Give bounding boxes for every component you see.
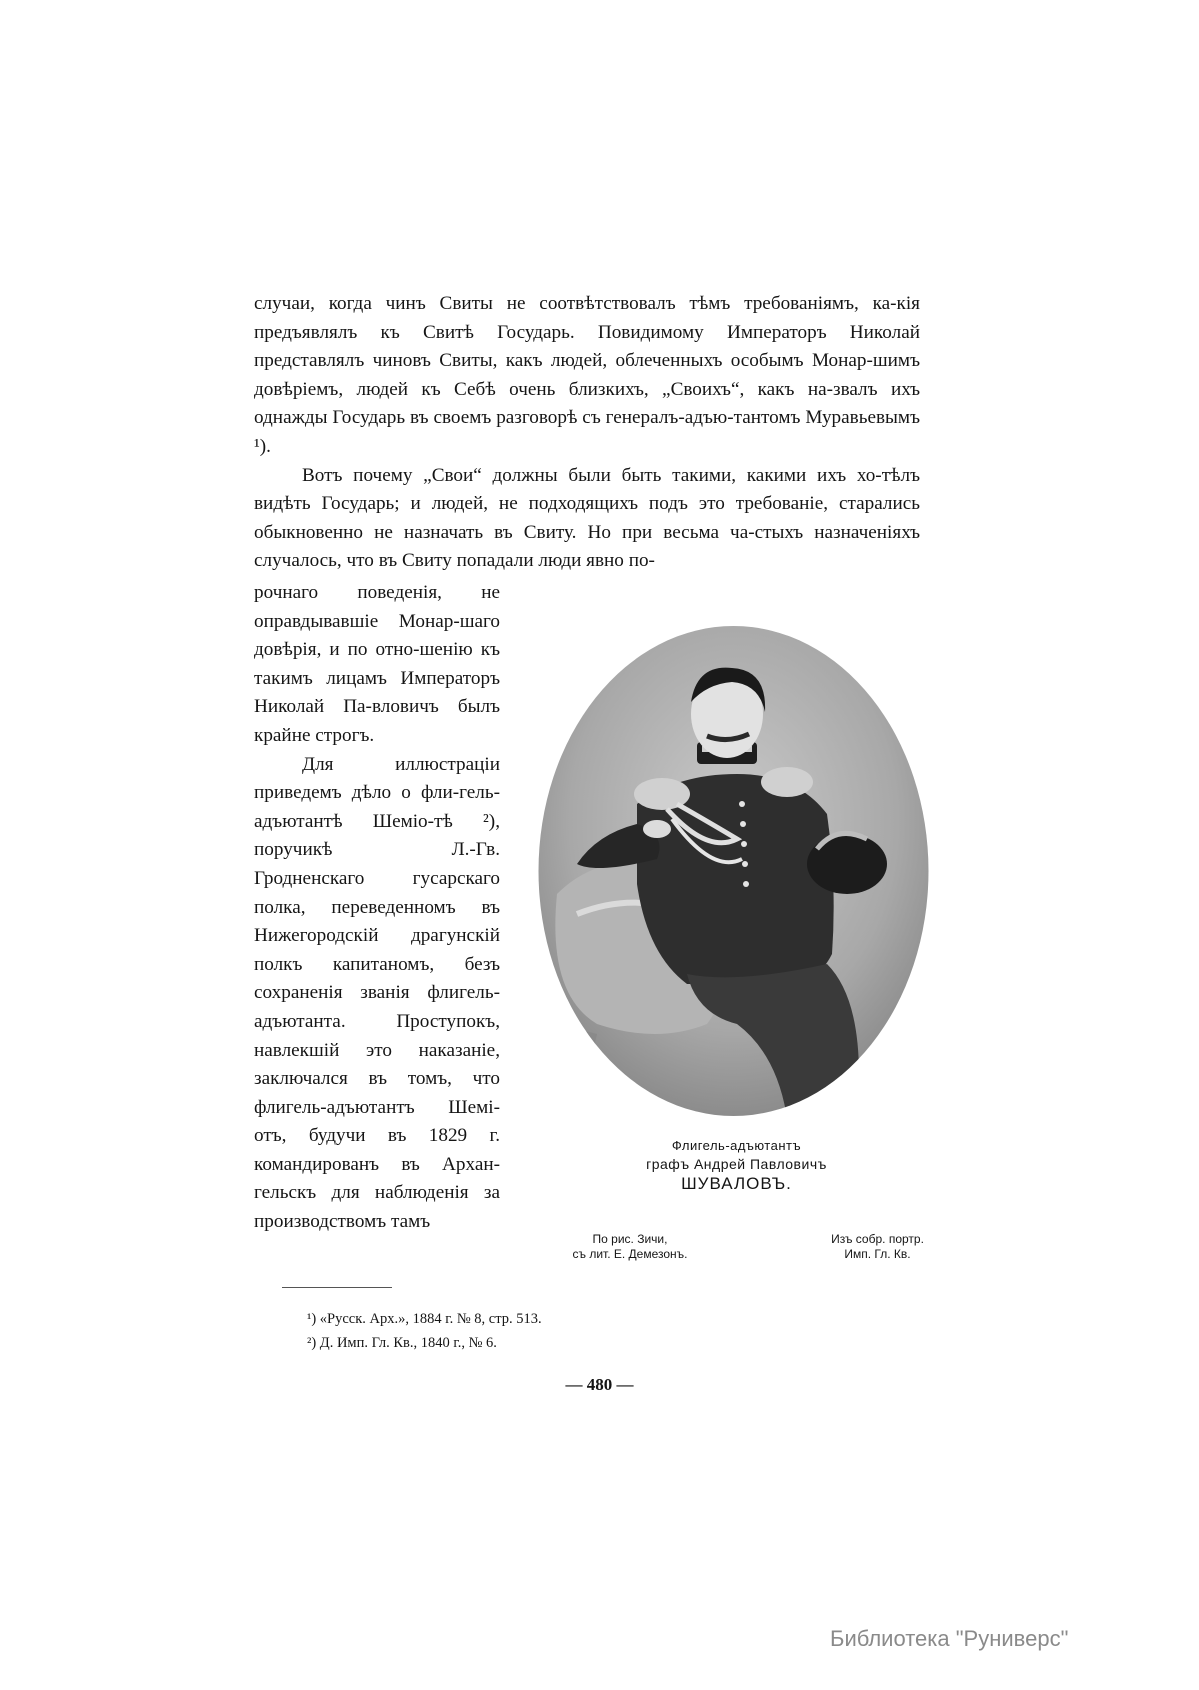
column-paragraph-1: рочнаго поведенiя, не оправдывавшiе Монар-шаго довѣрiя, и по отно-шенiю къ такимъ лицамъ Императоръ Николай Па-вловичъ былъ крайне строгъ. [254, 582, 500, 746]
credit-right-line-2: Имп. Гл. Кв. [844, 1247, 911, 1261]
footnote-divider [282, 1287, 392, 1288]
credit-right [790, 1232, 965, 1262]
footnotes [307, 1307, 542, 1355]
credit-left [545, 1232, 715, 1262]
caption-line-3: ШУВАЛОВЪ. [681, 1174, 792, 1193]
page-number: — 480 — [565, 1375, 634, 1394]
library-watermark: Библиотека "Руниверс" [830, 1626, 1069, 1651]
paragraph-1: случаи, когда чинъ Свиты не соотвѣтствовалъ тѣмъ требованiямъ, ка-кiя предъявлялъ къ Свитѣ Государь. Повидимому Императоръ Николай представлялъ чиновъ Свиты, какъ людей, облеченныхъ особымъ Монар-шимъ довѣрiемъ, людей къ Себѣ очень близкихъ, „Своихъ“, какъ на-звалъ ихъ однажды Государь въ своемъ разговорѣ съ генералъ-адъю-тантомъ Муравьевымъ ¹). [254, 293, 920, 457]
credit-left-line-2: съ лит. Е. Демезонъ. [572, 1247, 688, 1261]
caption-line-2: графъ Андрей Павловичъ [646, 1156, 827, 1172]
credit-left-line-1: По рис. Зичи, [592, 1232, 668, 1246]
caption-line-1: Флигель-адъютантъ [671, 1138, 802, 1153]
column-text [254, 579, 500, 1237]
full-width-text [254, 290, 920, 576]
portrait-image [537, 624, 930, 1118]
paragraph-2: Вотъ почему „Свои“ должны были быть такими, какими ихъ хо-тѣлъ видѣть Государь; и людей, не подходящихъ подъ это требованiе, старались обыкновенно не назначать въ Свиту. Но при весьма ча-стыхъ назначенiяхъ случалось, что въ Свиту попадали люди явно по- [254, 464, 920, 572]
figure-caption [540, 1137, 933, 1195]
portrait-illustration [537, 624, 930, 1118]
credit-right-line-1: Изъ собр. портр. [831, 1232, 924, 1246]
footnote-1: ¹) «Русск. Арх.», 1884 г. № 8, стр. 513. [307, 1311, 542, 1327]
footnote-2: ²) Д. Имп. Гл. Кв., 1840 г., № 6. [307, 1335, 497, 1351]
column-paragraph-2: Для иллюстрацiи приведемъ дѣло о фли-гель-адъютантѣ Шемiо-тѣ ²), поручикѣ Л.-Гв. Гродненскаго гусарскаго полка, переведенномъ въ Нижегородскiй драгунскiй полкъ капитаномъ, безъ сохраненiя званiя флигель-адъютанта. Проступокъ, навлекшiй это наказанiе, заключался въ томъ, что флигель-адъютантъ Шемi-отъ, будучи въ 1829 г. командированъ въ Архан-гельскъ для наблюденiя за производствомъ тамъ [254, 753, 500, 1233]
